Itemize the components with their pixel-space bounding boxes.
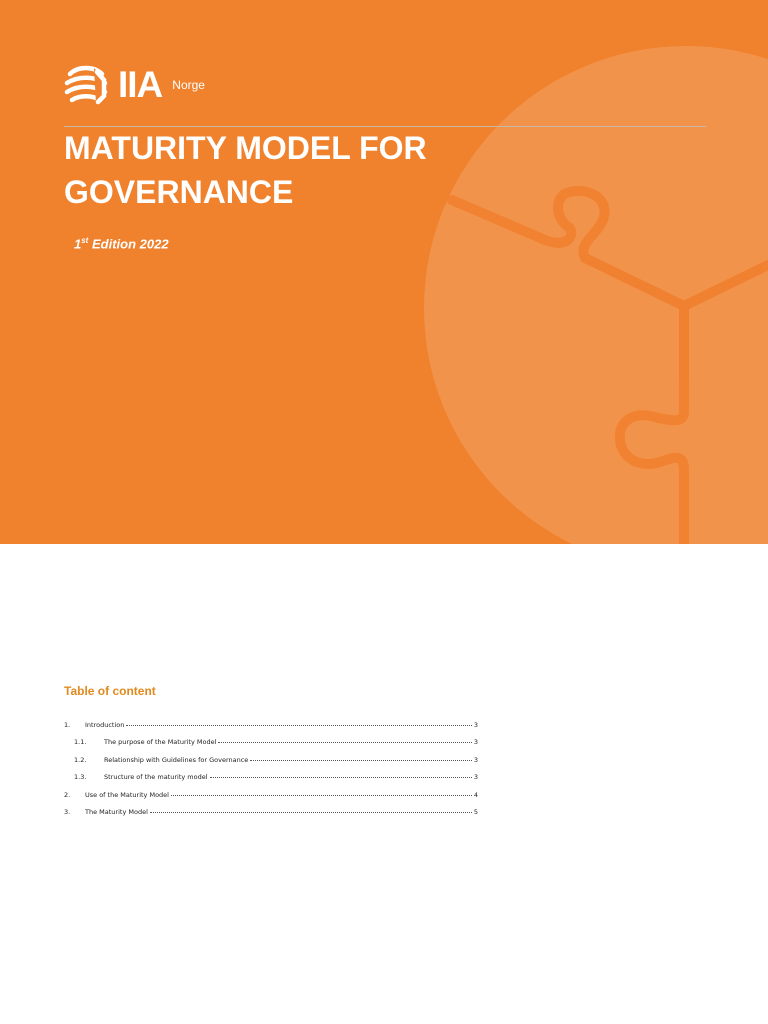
toc-entry-page: 3 — [473, 721, 478, 729]
toc-entry-number: 1. — [64, 721, 71, 729]
toc-entry[interactable] — [64, 791, 478, 808]
edition-superscript: st — [81, 236, 89, 245]
toc-dot-leader — [210, 777, 472, 778]
toc-entry-number: 2. — [64, 790, 71, 799]
title-line-2: GOVERNANCE — [64, 174, 294, 210]
toc-heading: Table of content — [64, 684, 156, 698]
edition-text: Edition 2022 — [88, 236, 169, 252]
logo-brand-text: IIA — [118, 64, 163, 105]
toc-dot-leader — [218, 742, 471, 743]
toc-entry[interactable] — [64, 773, 478, 790]
edition-label — [74, 236, 169, 251]
logo-suffix-text: Norge — [172, 78, 205, 92]
table-of-contents — [64, 684, 478, 825]
toc-entry[interactable] — [64, 808, 478, 825]
toc-entry-label: Structure of the maturity model — [104, 773, 208, 782]
toc-entry[interactable] — [64, 738, 478, 755]
toc-entry-label: The purpose of the Maturity Model — [104, 738, 217, 747]
toc-dot-leader — [171, 795, 472, 796]
title-line-1: MATURITY MODEL FOR — [64, 130, 427, 166]
toc-dot-leader — [250, 760, 472, 761]
toc-entry-label: Use of the Maturity Model — [85, 790, 169, 799]
toc-entry-page: 3 — [473, 738, 478, 747]
toc-entry-label: Relationship with Guidelines for Governance — [104, 755, 249, 764]
iia-logo — [64, 64, 205, 106]
toc-entry[interactable] — [64, 756, 478, 773]
toc-entry-page: 3 — [473, 773, 478, 782]
toc-entry-number: 1.2. — [74, 755, 87, 764]
toc-entry-number: 3. — [64, 807, 71, 816]
toc-entry-page: 3 — [473, 755, 478, 764]
document-title — [64, 126, 484, 214]
toc-dot-leader — [126, 725, 471, 726]
toc-dot-leader — [150, 812, 472, 813]
toc-entry-label: Introduction — [85, 721, 125, 729]
toc-entry-page: 4 — [473, 790, 478, 799]
toc-entry-number: 1.1. — [74, 738, 87, 747]
toc-entry[interactable] — [64, 721, 478, 738]
toc-entry-label: The Maturity Model — [85, 807, 148, 816]
toc-entry-page: 5 — [473, 807, 478, 816]
edition-number: 1 — [74, 236, 82, 252]
toc-entry-number: 1.3. — [74, 773, 87, 782]
iia-globe-logo-icon — [64, 64, 108, 106]
